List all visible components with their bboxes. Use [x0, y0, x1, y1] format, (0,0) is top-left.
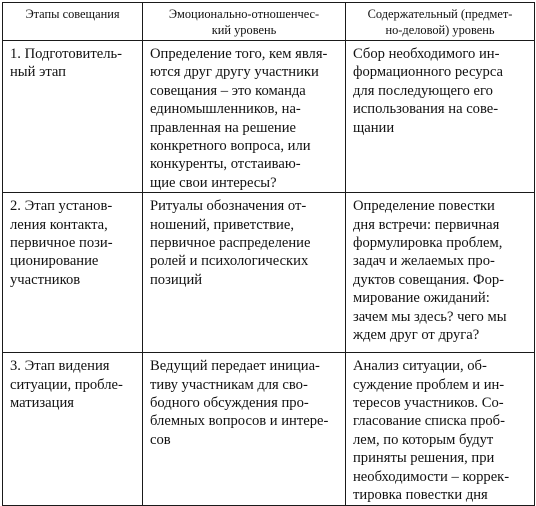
cell-text-line: конкретного вопроса, или: [150, 138, 311, 155]
header-line: но-деловой) уровень: [385, 22, 495, 37]
header-line: Содержательный (предмет-: [367, 7, 513, 21]
cell-text-line: 1. Подготовитель-: [10, 46, 122, 62]
cell-text-line: формулировка проблем,: [353, 235, 503, 252]
cell-text-line: гласование списка проб-: [353, 413, 505, 430]
stage-cell: [3, 193, 143, 353]
cell-text-line: Ритуалы обозначения от-: [150, 198, 307, 215]
header-line: Этапы совещания: [25, 7, 120, 21]
cell-text-line: Сбор необходимого ин-: [353, 46, 500, 62]
cell-text-line: ления контакта,: [10, 216, 108, 233]
header-line: кий уровень: [211, 22, 277, 37]
cell-text-line: суждение проблем и ин-: [353, 376, 505, 393]
cell-text-line: 2. Этап установ-: [10, 198, 113, 215]
cell-text-line: приняты решения, при: [353, 450, 495, 467]
cell-text-line: формационного ресурса: [353, 64, 503, 81]
cell-text-line: мирование ожиданий:: [353, 290, 490, 307]
cell-text-line: ются друг другу участники: [150, 64, 319, 81]
cell-text-line: блемных вопросов и интере-: [150, 413, 329, 430]
table-header-row: [3, 3, 535, 41]
cell-text-line: для последующего его: [353, 82, 493, 99]
content-level-cell: [346, 193, 535, 353]
cell-text-line: 3. Этап видения: [10, 358, 110, 375]
cell-text-line: единомышленников, на-: [150, 101, 301, 118]
cell-text-line: Ведущий передает инициа-: [150, 358, 320, 375]
table-body: [3, 41, 535, 506]
cell-text-line: матизация: [10, 395, 74, 412]
cell-text-line: первичное пози-: [10, 235, 113, 252]
stage-cell: [3, 41, 143, 193]
cell-text-line: задач и желаемых про-: [353, 253, 495, 270]
cell-text-line: лем, по которым будут: [353, 431, 494, 448]
cell-text-line: щании: [353, 119, 395, 136]
cell-text-line: Определение того, кем явля-: [150, 46, 328, 62]
cell-text-line: правленная на решение: [150, 119, 297, 136]
cell-text-line: дуктов совещания. Фор-: [353, 271, 505, 288]
cell-text-line: Анализ ситуации, об-: [353, 358, 487, 375]
cell-text-line: ждем друг от друга?: [353, 327, 480, 344]
header-line: Эмоционально-отношенчес-: [168, 7, 320, 21]
table-row: [3, 193, 535, 353]
cell-text-line: Определение повестки: [353, 198, 495, 215]
cell-text-line: ный этап: [10, 64, 66, 81]
cell-text-line: позиций: [150, 271, 203, 288]
cell-text-line: дня встречи: первичная: [353, 216, 500, 233]
cell-text-line: ситуации, пробле-: [10, 376, 123, 393]
cell-text-line: конкуренты, отстаиваю-: [150, 156, 301, 173]
cell-text-line: ролей и психологических: [150, 253, 309, 270]
header-content-level: [346, 3, 535, 41]
cell-text-line: участников: [10, 271, 81, 288]
cell-text-line: использования на сове-: [353, 101, 499, 118]
emotional-level-cell: [143, 41, 346, 193]
content-level-cell: [346, 41, 535, 193]
emotional-level-cell: [143, 193, 346, 353]
cell-text-line: тиву участникам для сво-: [150, 376, 308, 393]
cell-text-line: зачем мы здесь? чего мы: [353, 308, 507, 325]
cell-text-line: ношений, приветствие,: [150, 216, 294, 233]
header-emotional-level: [143, 3, 346, 41]
header-stages: [3, 3, 143, 41]
cell-text-line: бодного обсуждения про-: [150, 395, 309, 412]
cell-text-line: тересов участников. Со-: [353, 395, 504, 412]
emotional-level-cell: [143, 353, 346, 505]
meeting-stages-table: [2, 2, 535, 506]
cell-text-line: щие свои интересы?: [150, 174, 277, 191]
table-row: [3, 41, 535, 193]
cell-text-line: сов: [150, 431, 171, 448]
cell-text-line: совещания – это команда: [150, 82, 306, 99]
cell-text-line: тировка повестки дня: [353, 487, 488, 504]
cell-text-line: первичное распределение: [150, 235, 311, 252]
cell-text-line: необходимости – коррек-: [353, 468, 510, 485]
cell-text-line: ционирование: [10, 253, 99, 270]
stage-cell: [3, 353, 143, 505]
table-row: [3, 353, 535, 505]
content-level-cell: [346, 353, 535, 505]
